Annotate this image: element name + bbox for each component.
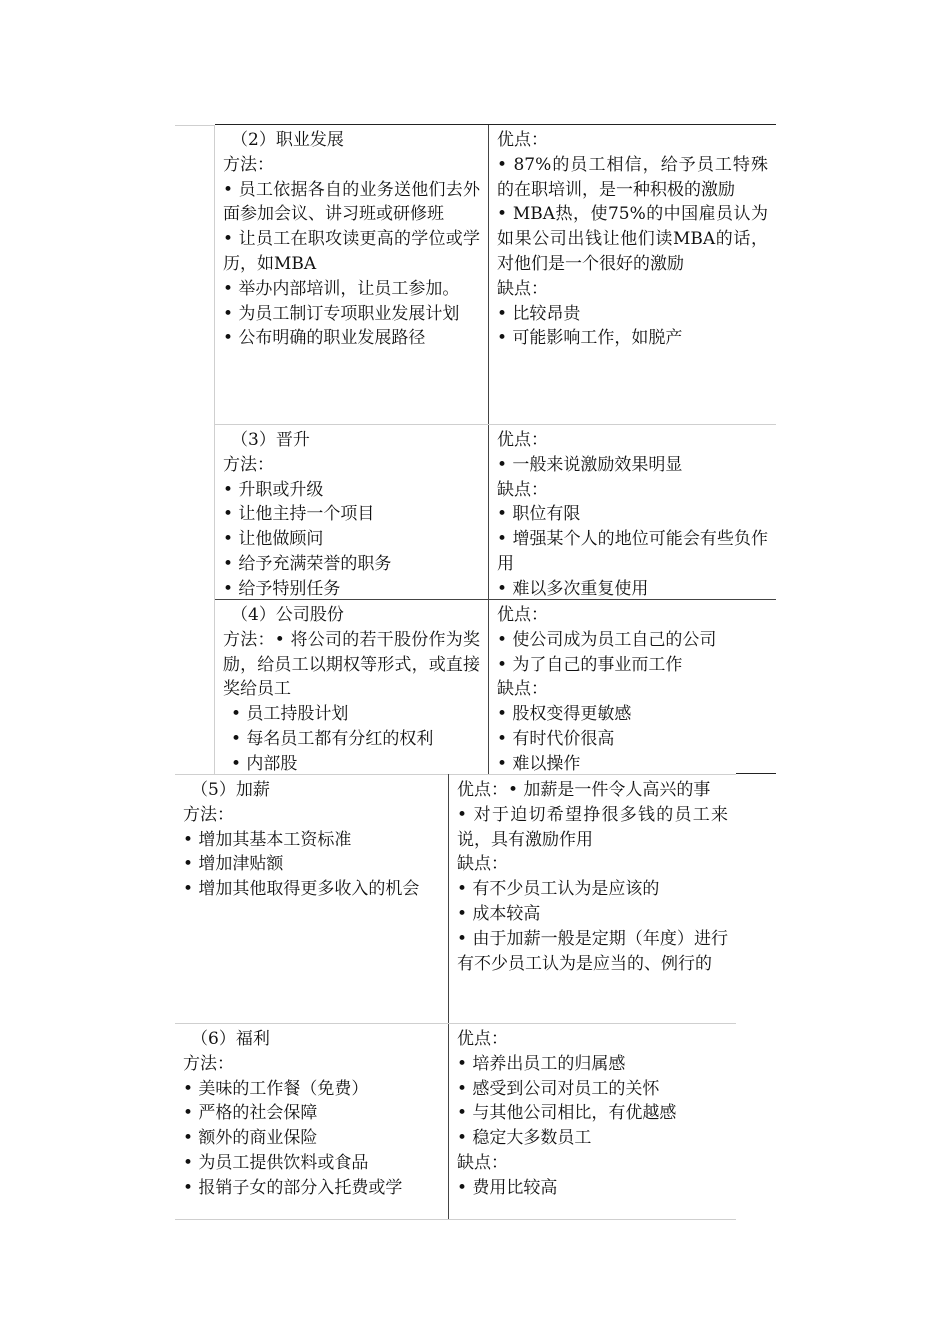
list-item: • 让他做顾问 — [223, 529, 324, 550]
list-item: • 有时代价很高 — [497, 728, 615, 749]
pros-label: 优点： — [497, 130, 548, 150]
list-item: • 给予特别任务 — [223, 578, 341, 599]
list-item: • 增强某个人的地位可能会有些负作用 — [497, 529, 768, 574]
row-shares-methods — [215, 600, 488, 774]
list-item: • 员工持股计划 — [231, 704, 349, 725]
row-raise-evaluation — [449, 775, 736, 1023]
list-item: • 员工依据各自的业务送他们去外面参加会议、讲习班或研修班 — [223, 179, 480, 225]
row-heading: （2）职业发展 — [231, 130, 344, 150]
cons-label: 缺点： — [457, 854, 508, 875]
cons-label: 缺点： — [497, 679, 548, 700]
row-heading: （3）晋升 — [231, 430, 310, 450]
list-item: • 让员工在职攻读更高的学位或学历，如MBA — [223, 229, 480, 274]
table-bottom-rule — [175, 1219, 736, 1220]
list-item: • 增加其基本工资标准 — [183, 829, 352, 850]
list-item: • 稳定大多数员工 — [457, 1128, 592, 1149]
list-item: • 培养出员工的归属感 — [457, 1053, 626, 1074]
row-career-methods — [215, 125, 488, 424]
list-item: • 增加其他取得更多收入的机会 — [183, 879, 420, 900]
list-item: • 内部股 — [231, 753, 298, 774]
list-item: • 增加津贴额 — [183, 854, 284, 875]
pros-label: 优点： — [457, 1029, 508, 1049]
pros-label: 优点：• 加薪是一件令人高兴的事 — [457, 780, 711, 800]
list-item: • 一般来说激励效果明显 — [497, 454, 683, 475]
list-item: • 为员工制订专项职业发展计划 — [223, 303, 460, 324]
list-item: • 感受到公司对员工的关怀 — [457, 1078, 660, 1099]
cons-label: 缺点： — [497, 479, 548, 500]
list-item: • 对于迫切希望挣很多钱的员工来说，具有激励作用 — [457, 804, 728, 850]
list-item: • 比较昂贵 — [497, 303, 581, 324]
pros-label: 优点： — [497, 430, 548, 450]
list-item: • 与其他公司相比，有优越感 — [457, 1103, 677, 1124]
row-welfare-evaluation — [449, 1024, 736, 1219]
list-item: • 让他主持一个项目 — [223, 504, 375, 525]
row-shares-evaluation — [489, 600, 776, 774]
list-item: • 额外的商业保险 — [183, 1128, 318, 1149]
row-heading: （4）公司股份 — [231, 605, 344, 625]
list-item: • 升职或升级 — [223, 479, 324, 500]
methods-label: 方法：• 将公司的若干股份作为奖励，给员工以期权等形式，或直接奖给员工 — [223, 629, 480, 700]
list-item: • 给予充满荣誉的职务 — [223, 553, 392, 574]
methods-label: 方法： — [223, 154, 274, 175]
row-career-evaluation — [489, 125, 776, 424]
row-promotion-methods — [215, 425, 488, 599]
list-item: • 难以多次重复使用 — [497, 578, 649, 599]
row-raise-methods — [175, 775, 448, 1023]
list-item: • 严格的社会保障 — [183, 1103, 318, 1124]
list-item: • 成本较高 — [457, 903, 541, 924]
pros-label: 优点： — [497, 605, 548, 625]
list-item: • 报销子女的部分入托费或学 — [183, 1177, 403, 1198]
list-item: • 举办内部培训，让员工参加。 — [223, 278, 460, 299]
list-item: • 可能影响工作，如脱产 — [497, 328, 683, 349]
list-item: • 每名员工都有分红的权利 — [231, 728, 434, 749]
list-item: • 87%的员工相信，给予员工特殊的在职培训，是一种积极的激励 — [497, 154, 768, 200]
list-item: • 公布明确的职业发展路径 — [223, 328, 426, 349]
row-heading: （6）福利 — [191, 1029, 270, 1049]
table-top-left-rule — [175, 125, 215, 126]
methods-label: 方法： — [223, 454, 274, 475]
list-item: • 使公司成为员工自己的公司 — [497, 629, 717, 650]
list-item: • 职位有限 — [497, 504, 581, 525]
cons-label: 缺点： — [497, 278, 548, 299]
list-item: • 为了自己的事业而工作 — [497, 654, 683, 675]
row-promotion-evaluation — [489, 425, 776, 599]
list-item: • 美味的工作餐（免费） — [183, 1078, 369, 1099]
methods-label: 方法： — [183, 1053, 234, 1074]
list-item: • 为员工提供饮料或食品 — [183, 1152, 369, 1173]
list-item: • MBA热，使75%的中国雇员认为如果公司出钱让他们读MBA的话，对他们是一个很好的激励 — [497, 204, 768, 274]
row-welfare-methods — [175, 1024, 448, 1219]
cons-label: 缺点： — [457, 1152, 508, 1173]
row-heading: （5）加薪 — [191, 780, 270, 800]
list-item: • 股权变得更敏感 — [497, 704, 632, 725]
methods-label: 方法： — [183, 804, 234, 825]
list-item: • 费用比较高 — [457, 1177, 558, 1198]
list-item: • 有不少员工认为是应该的 — [457, 879, 660, 900]
list-item: • 难以操作 — [497, 753, 581, 774]
list-item: • 由于加薪一般是定期（年度）进行有不少员工认为是应当的、例行的 — [457, 928, 728, 974]
